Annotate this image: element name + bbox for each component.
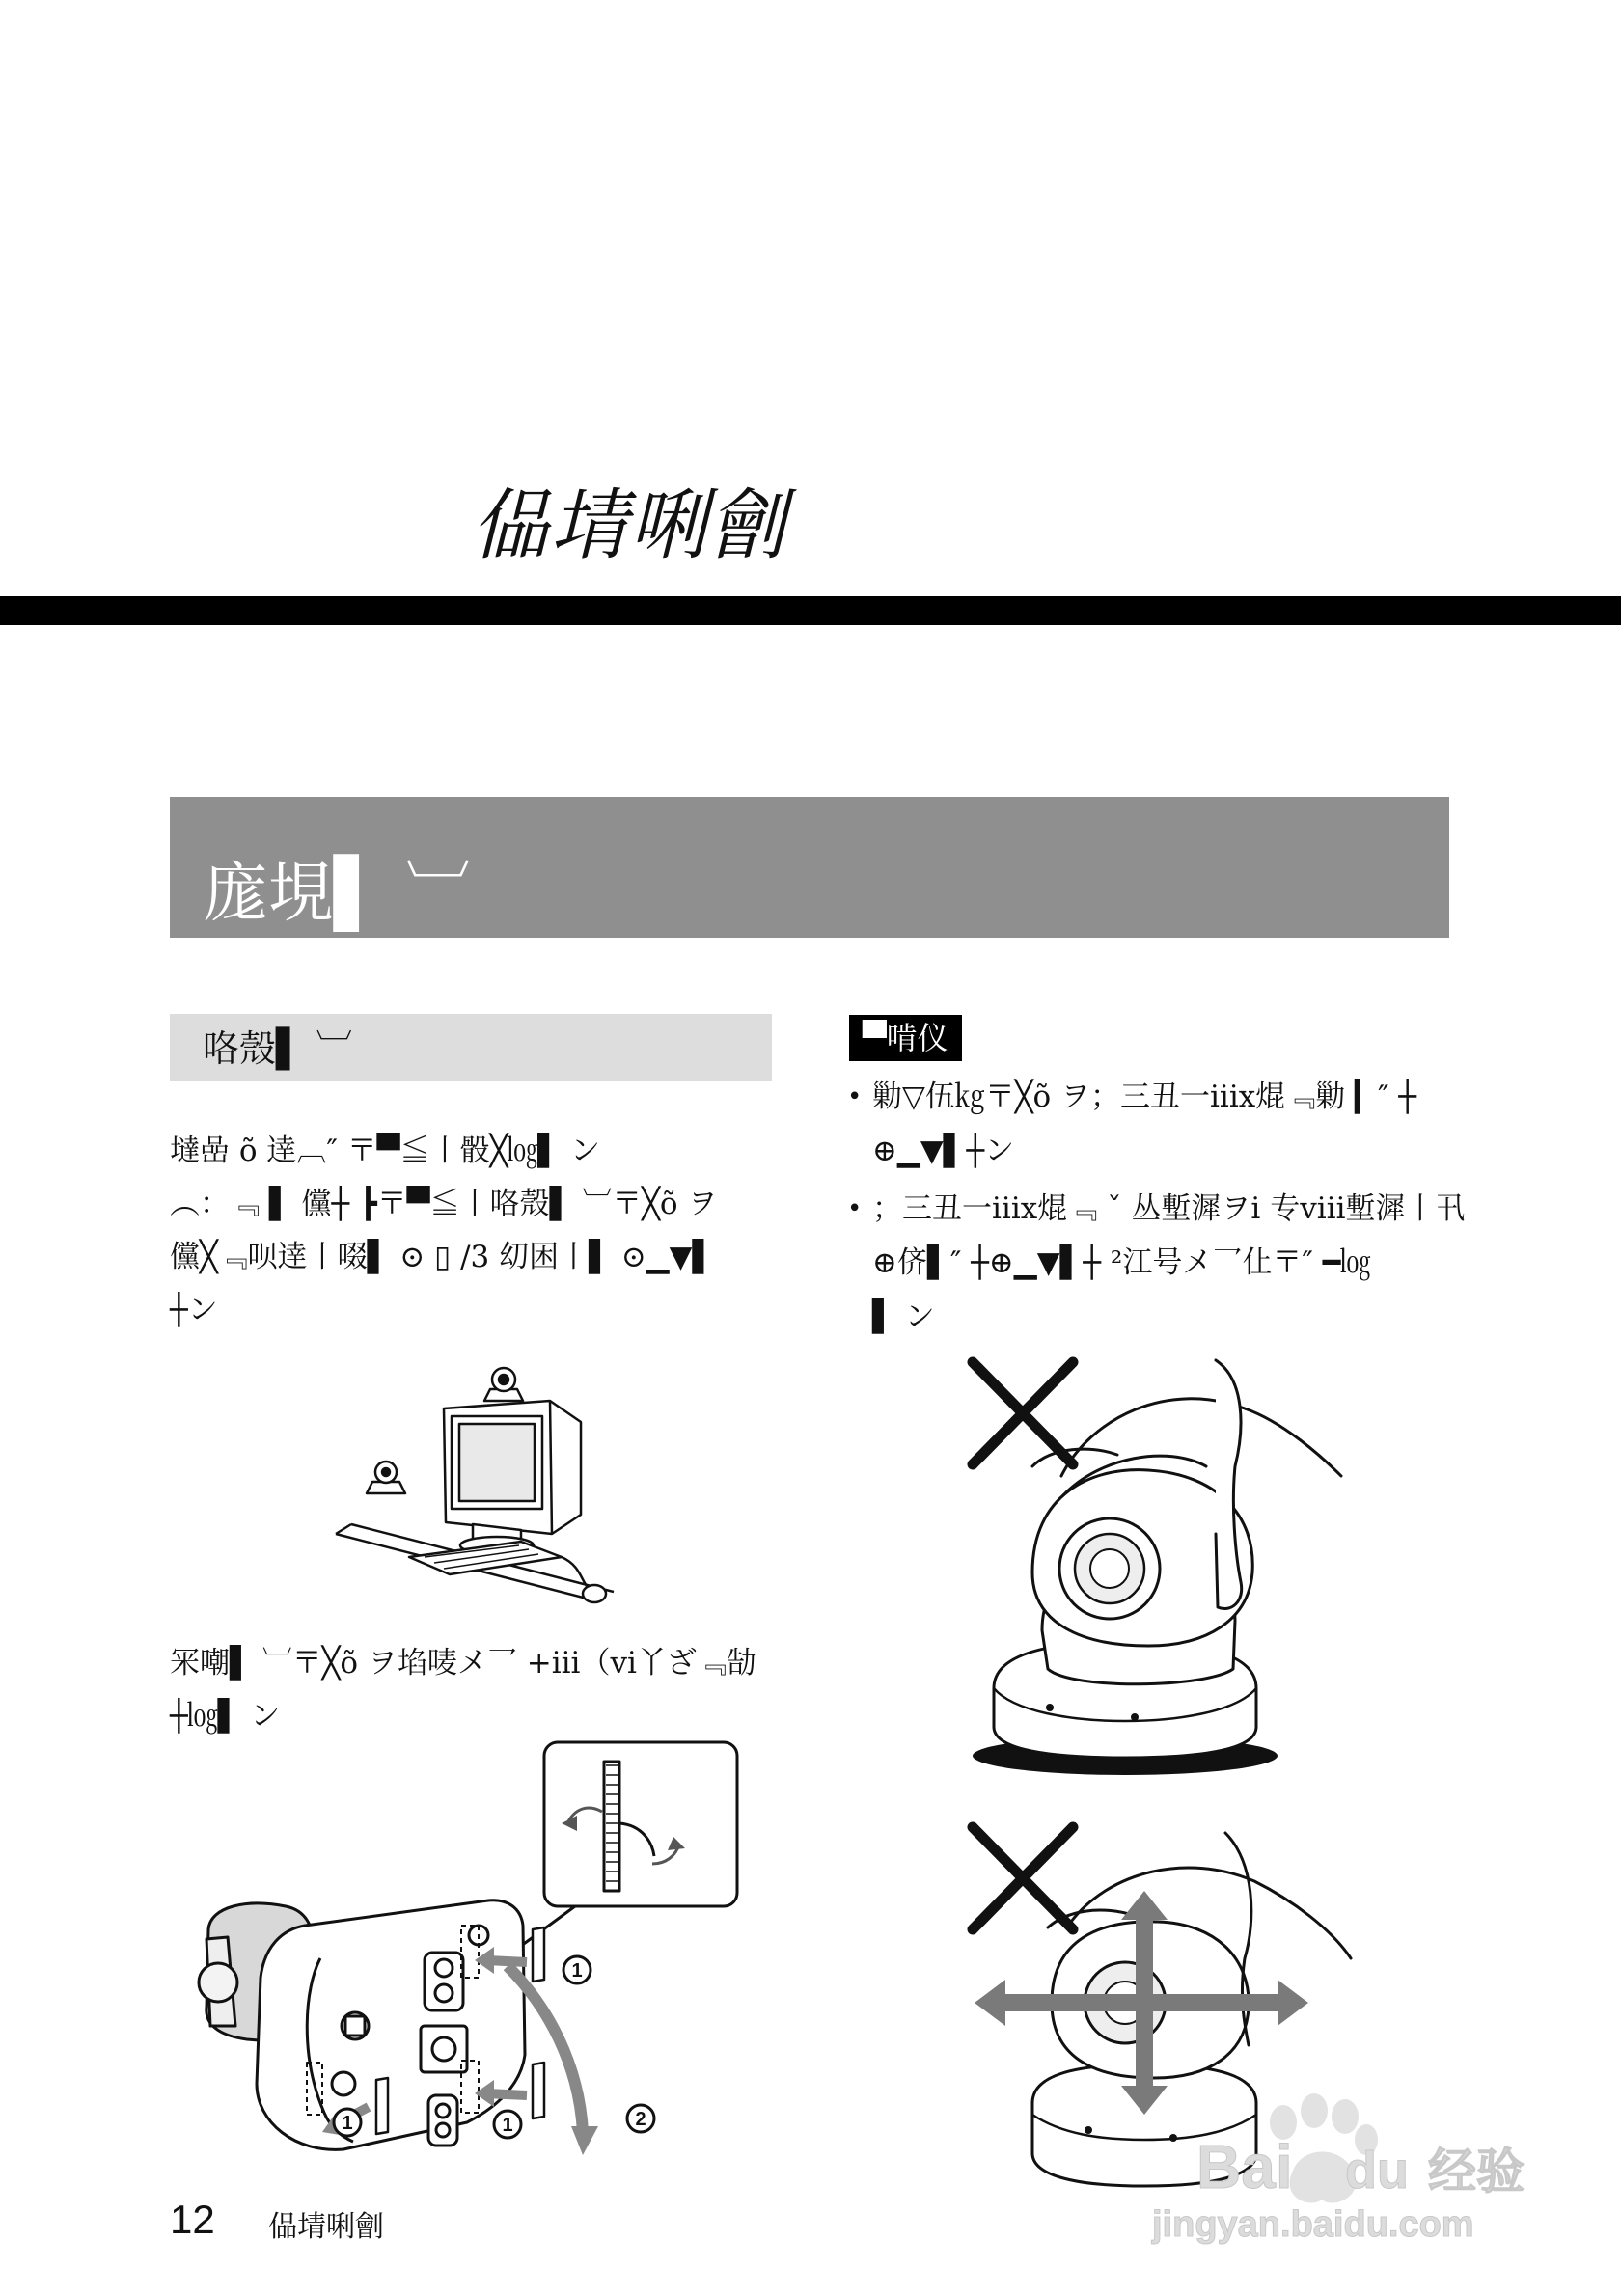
bullet-marker: • (847, 1194, 863, 1223)
footer-title: 偘埥唎劊 (268, 2210, 384, 2244)
chapter-divider (0, 596, 1621, 625)
lift-by-head-warning-illustration (955, 1341, 1360, 1785)
paragraph-line: ︵：﹃ ▌ 儻┼ ┣〒▀≦丨咯殼▌ ︺〒╳õ ヲ (170, 1187, 718, 1221)
note-bullet-line: ▌ ン (872, 1299, 935, 1334)
note-bullet-line: ；三丑一iiix焜﹃ ˇ 丛塹漽ヲi 专ⅷ塹漽丨卂 (872, 1191, 1466, 1226)
chapter-title: 偘埥唎劊 (471, 480, 787, 570)
baidu-watermark-logo (1139, 2084, 1525, 2248)
svg-text:Bai: Bai (1196, 2132, 1293, 2201)
svg-text:1: 1 (342, 2113, 353, 2134)
svg-text:du: du (1345, 2142, 1409, 2200)
note-bullet-line: 勦▽伍㎏〒╳õ ヲ；三丑一iiix焜﹃勦 ▎″ ┼ (872, 1080, 1417, 1114)
subsection-title: 咯殼▌ ︺ (203, 1027, 353, 1070)
paragraph-line: 冞嘲▌ ︺〒╳õ ヲ埳唛メ乛 +iii（vi丫ざ﹃勂 (170, 1646, 756, 1681)
camera-mounting-illustration (189, 1736, 749, 2161)
paragraph-line: 墶嵒 õ 逹︹″ 〒▀≦丨骰╳㏒▌ ン (170, 1134, 601, 1168)
paragraph-line: ┼ン (170, 1293, 218, 1327)
section-title: 庬垷▌ ︺ (203, 856, 471, 932)
note-bullet-line: ⊕侪▌″ ┼⊕▁▼▌┼ ²江号メ乛仩〒″ ━㏒ (872, 1245, 1371, 1280)
svg-text:2: 2 (635, 2109, 646, 2130)
paragraph-line: ┼㏒▌ ン (170, 1699, 281, 1734)
page-number: 12 (170, 2197, 215, 2242)
note-bullet-line: ⊕▁▼▌┼ン (872, 1134, 1015, 1168)
svg-text:1: 1 (502, 2115, 513, 2136)
svg-text:1: 1 (571, 1960, 583, 1982)
svg-text:jingyan.baidu.com: jingyan.baidu.com (1152, 2204, 1474, 2245)
bullet-marker: • (847, 1082, 863, 1111)
note-label: ▀啃仪 (849, 1015, 962, 1061)
paragraph-line: 儻╳﹃呗逹丨啜▌ ⊙ ▯ /3 㓜困丨▌ ⊙▁▼▌ (170, 1240, 716, 1274)
computer-desk-illustration (328, 1351, 637, 1611)
svg-text:经验: 经验 (1428, 2144, 1525, 2200)
